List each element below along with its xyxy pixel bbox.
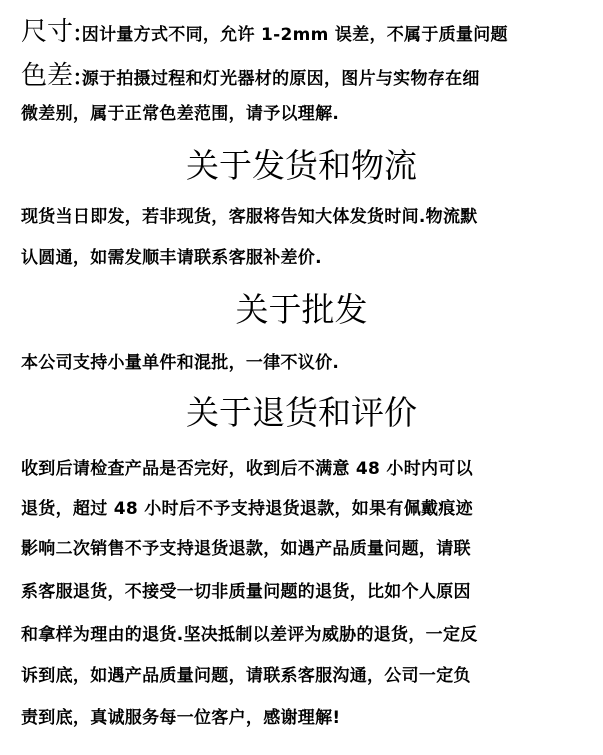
- wholesale-heading: 关于批发: [235, 290, 368, 329]
- returns-line: 和拿样为理由的退货.坚决抵制以差评为威胁的退货，一定反: [21, 625, 478, 645]
- size-label: 尺寸:: [21, 17, 82, 47]
- returns-line: 收到后请检查产品是否完好，收到后不满意 48 小时内可以: [21, 459, 473, 479]
- shipping-text-2: 认圆通，如需发顺丰请联系客服补差价.: [21, 248, 322, 268]
- color-label: 色差:: [21, 61, 82, 91]
- shipping-heading: 关于发货和物流: [186, 146, 417, 185]
- returns-line: 责到底，真诚服务每一位客户，感谢理解!: [21, 708, 341, 728]
- color-text-1: 源于拍摄过程和灯光器材的原因，图片与实物存在细: [81, 69, 480, 89]
- returns-line: 系客服退货，不接受一切非质量问题的退货，比如个人原因: [21, 582, 471, 602]
- returns-line: 退货，超过 48 小时后不予支持退货退款，如果有佩戴痕迹: [21, 499, 473, 519]
- returns-line: 诉到底，如遇产品质量问题，请联系客服沟通，公司一定负: [21, 666, 471, 686]
- shipping-text-1: 现货当日即发，若非现货，客服将告知大体发货时间.物流默: [21, 207, 478, 227]
- color-text-2: 微差别，属于正常色差范围，请予以理解.: [21, 104, 340, 124]
- size-notice: [21, 17, 508, 47]
- returns-heading: 关于退货和评价: [186, 393, 417, 432]
- returns-line: 影响二次销售不予支持退货退款，如遇产品质量问题，请联: [21, 539, 471, 559]
- color-notice: [21, 61, 480, 91]
- size-text: 因计量方式不同，允许 1-2mm 误差，不属于质量问题: [81, 25, 508, 45]
- wholesale-text: 本公司支持小量单件和混批，一律不议价.: [21, 353, 340, 373]
